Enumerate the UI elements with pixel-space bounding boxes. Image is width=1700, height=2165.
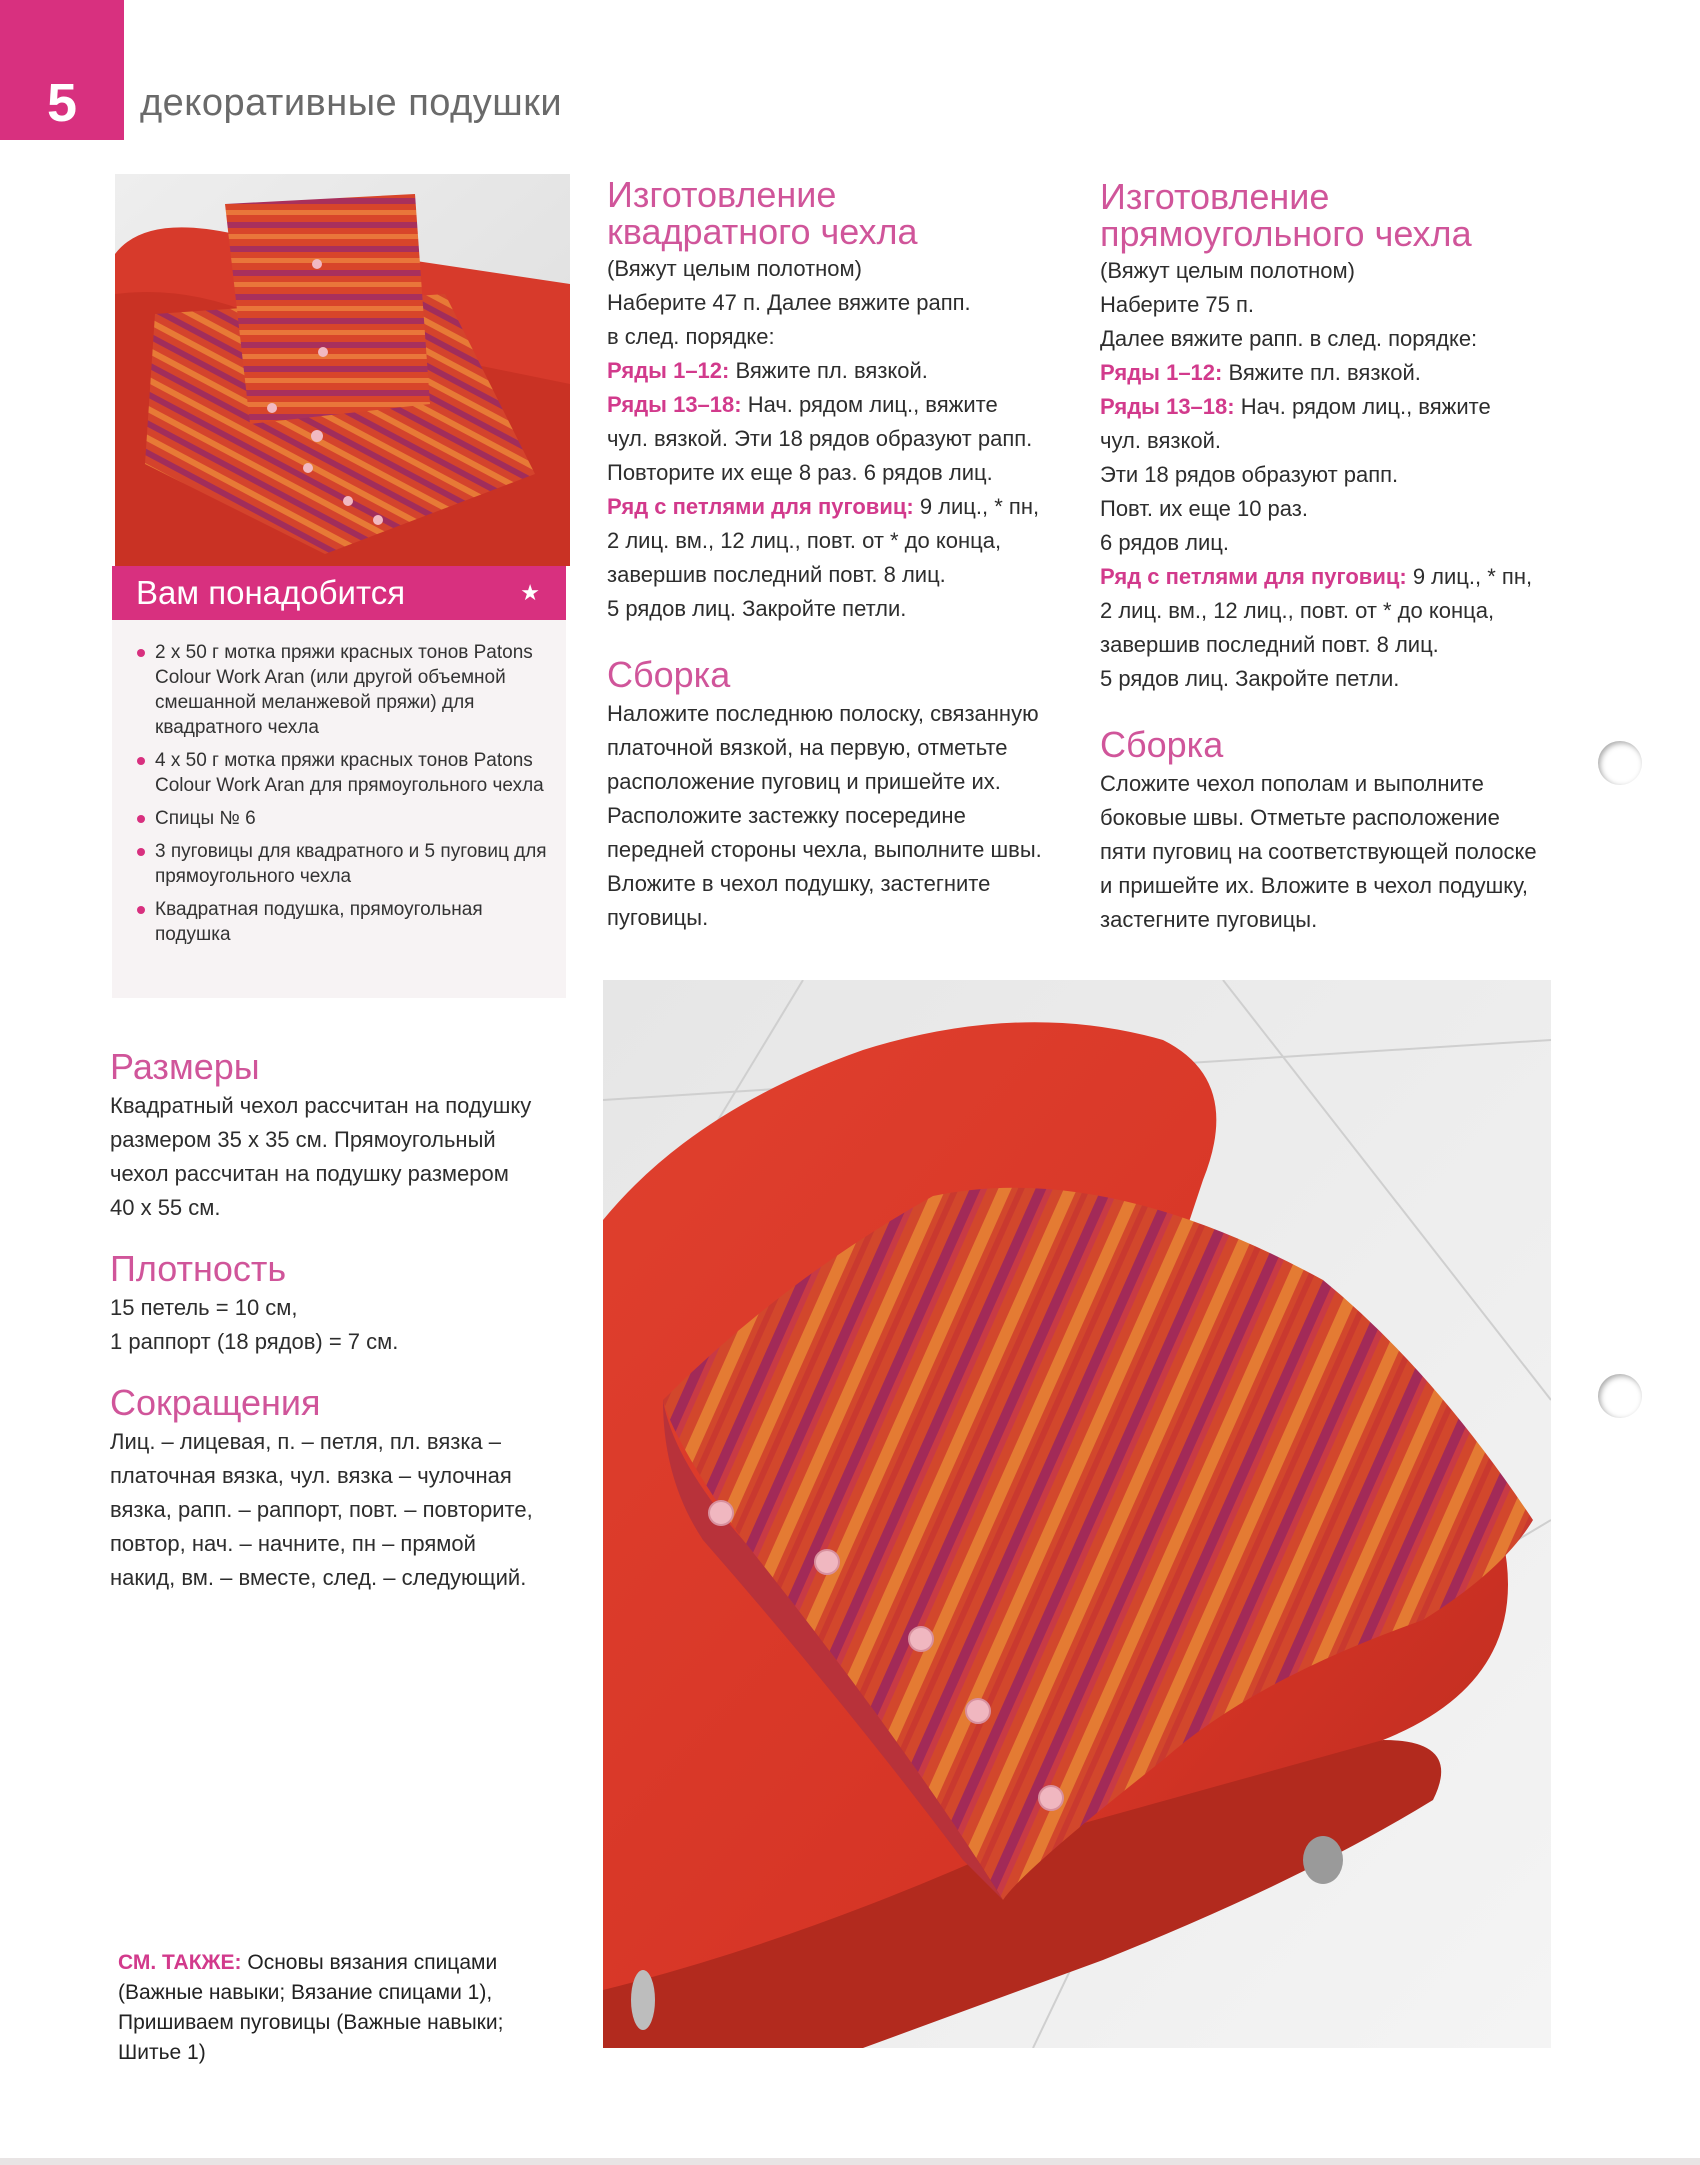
abbrev-heading: Сокращения bbox=[110, 1382, 321, 1423]
assembly-line: Наложите последнюю полоску, связанную bbox=[607, 701, 1039, 726]
sizes-heading: Размеры bbox=[110, 1046, 260, 1087]
abbrev-section bbox=[110, 1384, 580, 1595]
materials-item: 2 х 50 г мотка пряжи красных тонов Patons Colour Work Aran (или другой объемной смешанной меланжевой пряжи) для квадратного чехла bbox=[135, 640, 555, 740]
materials-item: 3 пуговицы для квадратного и 5 пуговиц для прямоугольного чехла bbox=[135, 839, 555, 889]
abbrev-line: платочная вязка, чул. вязка – чулочная bbox=[110, 1463, 512, 1488]
instruction-line: Ряд с петлями для пуговиц: 9 лиц., * пн, bbox=[1100, 564, 1533, 589]
punch-hole bbox=[1598, 1374, 1642, 1418]
square-heading-line2: квадратного чехла bbox=[607, 211, 918, 252]
see-also bbox=[118, 1948, 558, 2068]
photo-rect-pillow bbox=[603, 980, 1551, 2048]
assembly-line: расположение пуговиц и пришейте их. bbox=[607, 769, 1001, 794]
rect-instructions bbox=[1100, 254, 1580, 696]
square-instructions bbox=[607, 252, 1077, 626]
square-assembly-heading: Сборка bbox=[607, 654, 731, 695]
abbrev-text bbox=[110, 1425, 580, 1595]
assembly-line: Сложите чехол пополам и выполните bbox=[1100, 771, 1484, 796]
square-heading bbox=[607, 176, 1077, 250]
abbrev-line: накид, вм. – вместе, след. – следующий. bbox=[110, 1565, 527, 1590]
sizes-text bbox=[110, 1089, 580, 1225]
page-number: 5 bbox=[46, 73, 78, 133]
instruction-line: завершив последний повт. 8 лиц. bbox=[607, 562, 946, 587]
instruction-line: 5 рядов лиц. Закройте петли. bbox=[1100, 666, 1400, 691]
assembly-line: пяти пуговиц на соответствующей полоске bbox=[1100, 839, 1537, 864]
rect-assembly-text bbox=[1100, 767, 1580, 937]
square-cover-section bbox=[607, 176, 1077, 935]
assembly-line: боковые швы. Отметьте расположение bbox=[1100, 805, 1500, 830]
see-also-text: Основы вязания спицами (Важные навыки; Вязание спицами 1), Пришиваем пуговицы (Важные навыки; Шитье 1) bbox=[118, 1951, 504, 2064]
instruction-line: Повторите их еще 8 раз. 6 рядов лиц. bbox=[607, 460, 993, 485]
abbrev-line: Лиц. – лицевая, п. – петля, пл. вязка – bbox=[110, 1429, 502, 1454]
instruction-line: Ряды 13–18: Нач. рядом лиц., вяжите bbox=[607, 392, 998, 417]
sizes-line: Квадратный чехол рассчитан на подушку bbox=[110, 1093, 532, 1118]
instruction-line: Ряды 1–12: Вяжите пл. вязкой. bbox=[607, 358, 928, 383]
instruction-line: Наберите 75 п. bbox=[1100, 292, 1255, 317]
page-title: декоративные подушки bbox=[140, 82, 563, 124]
materials-list bbox=[135, 640, 555, 955]
instruction-line: Наберите 47 п. Далее вяжите рапп. bbox=[607, 290, 971, 315]
instruction-line: в след. порядке: bbox=[607, 324, 775, 349]
instruction-line: Эти 18 рядов образуют рапп. bbox=[1100, 462, 1399, 487]
sizes-section bbox=[110, 1048, 580, 1225]
see-also-label: СМ. ТАКЖЕ: bbox=[118, 1951, 242, 1974]
materials-item: Спицы № 6 bbox=[135, 806, 555, 831]
assembly-line: застегните пуговицы. bbox=[1100, 907, 1318, 932]
materials-title: Вам понадобится bbox=[136, 574, 406, 611]
density-heading: Плотность bbox=[110, 1248, 287, 1289]
instruction-line: чул. вязкой. bbox=[1100, 428, 1221, 453]
sizes-line: 40 х 55 см. bbox=[110, 1195, 221, 1220]
instruction-line: завершив последний повт. 8 лиц. bbox=[1100, 632, 1439, 657]
rect-assembly-heading: Сборка bbox=[1100, 724, 1224, 765]
photo-two-pillows bbox=[115, 174, 570, 566]
sizes-line: размером 35 х 35 см. Прямоугольный bbox=[110, 1127, 496, 1152]
photo-rect-pillow-image bbox=[603, 980, 1551, 2048]
assembly-line: Расположите застежку посередине bbox=[607, 803, 966, 828]
rect-heading bbox=[1100, 178, 1580, 252]
abbrev-line: повтор, нач. – начните, пн – прямой bbox=[110, 1531, 476, 1556]
density-text bbox=[110, 1291, 580, 1359]
rect-heading-line1: Изготовление bbox=[1100, 176, 1330, 217]
assembly-line: передней стороны чехла, выполните швы. bbox=[607, 837, 1042, 862]
instruction-line: чул. вязкой. Эти 18 рядов образуют рапп. bbox=[607, 426, 1033, 451]
density-section bbox=[110, 1250, 580, 1359]
instruction-line: (Вяжут целым полотном) bbox=[607, 256, 862, 281]
density-line: 1 раппорт (18 рядов) = 7 см. bbox=[110, 1329, 399, 1354]
materials-item: 4 х 50 г мотка пряжи красных тонов Patons Colour Work Aran для прямоугольного чехла bbox=[135, 748, 555, 798]
assembly-line: пуговицы. bbox=[607, 905, 709, 930]
abbrev-line: вязка, рапп. – раппорт, повт. – повторите, bbox=[110, 1497, 533, 1522]
instruction-line: 2 лиц. вм., 12 лиц., повт. от * до конца, bbox=[607, 528, 1002, 553]
assembly-line: Вложите в чехол подушку, застегните bbox=[607, 871, 991, 896]
star-icon: ★ bbox=[520, 580, 540, 605]
assembly-line: и пришейте их. Вложите в чехол подушку, bbox=[1100, 873, 1529, 898]
instruction-line: Ряды 13–18: Нач. рядом лиц., вяжите bbox=[1100, 394, 1491, 419]
page-number-tab bbox=[0, 0, 124, 140]
square-heading-line1: Изготовление bbox=[607, 174, 837, 215]
square-assembly-text bbox=[607, 697, 1077, 935]
punch-hole bbox=[1598, 741, 1642, 785]
assembly-line: платочной вязкой, на первую, отметьте bbox=[607, 735, 1008, 760]
instruction-line: Повт. их еще 10 раз. bbox=[1100, 496, 1308, 521]
rect-heading-line2: прямоугольного чехла bbox=[1100, 213, 1472, 254]
instruction-line: 6 рядов лиц. bbox=[1100, 530, 1229, 555]
instruction-line: Ряды 1–12: Вяжите пл. вязкой. bbox=[1100, 360, 1421, 385]
density-line: 15 петель = 10 см, bbox=[110, 1295, 298, 1320]
instruction-line: 2 лиц. вм., 12 лиц., повт. от * до конца, bbox=[1100, 598, 1495, 623]
instruction-line: Далее вяжите рапп. в след. порядке: bbox=[1100, 326, 1478, 351]
rect-cover-section bbox=[1100, 178, 1580, 937]
instruction-line: (Вяжут целым полотном) bbox=[1100, 258, 1355, 283]
instruction-line: Ряд с петлями для пуговиц: 9 лиц., * пн, bbox=[607, 494, 1040, 519]
page-edge bbox=[0, 2158, 1700, 2165]
photo-two-pillows-image bbox=[115, 174, 570, 566]
instruction-line: 5 рядов лиц. Закройте петли. bbox=[607, 596, 907, 621]
materials-header bbox=[112, 566, 566, 620]
sizes-line: чехол рассчитан на подушку размером bbox=[110, 1161, 509, 1186]
materials-item: Квадратная подушка, прямоугольная подушка bbox=[135, 897, 555, 947]
